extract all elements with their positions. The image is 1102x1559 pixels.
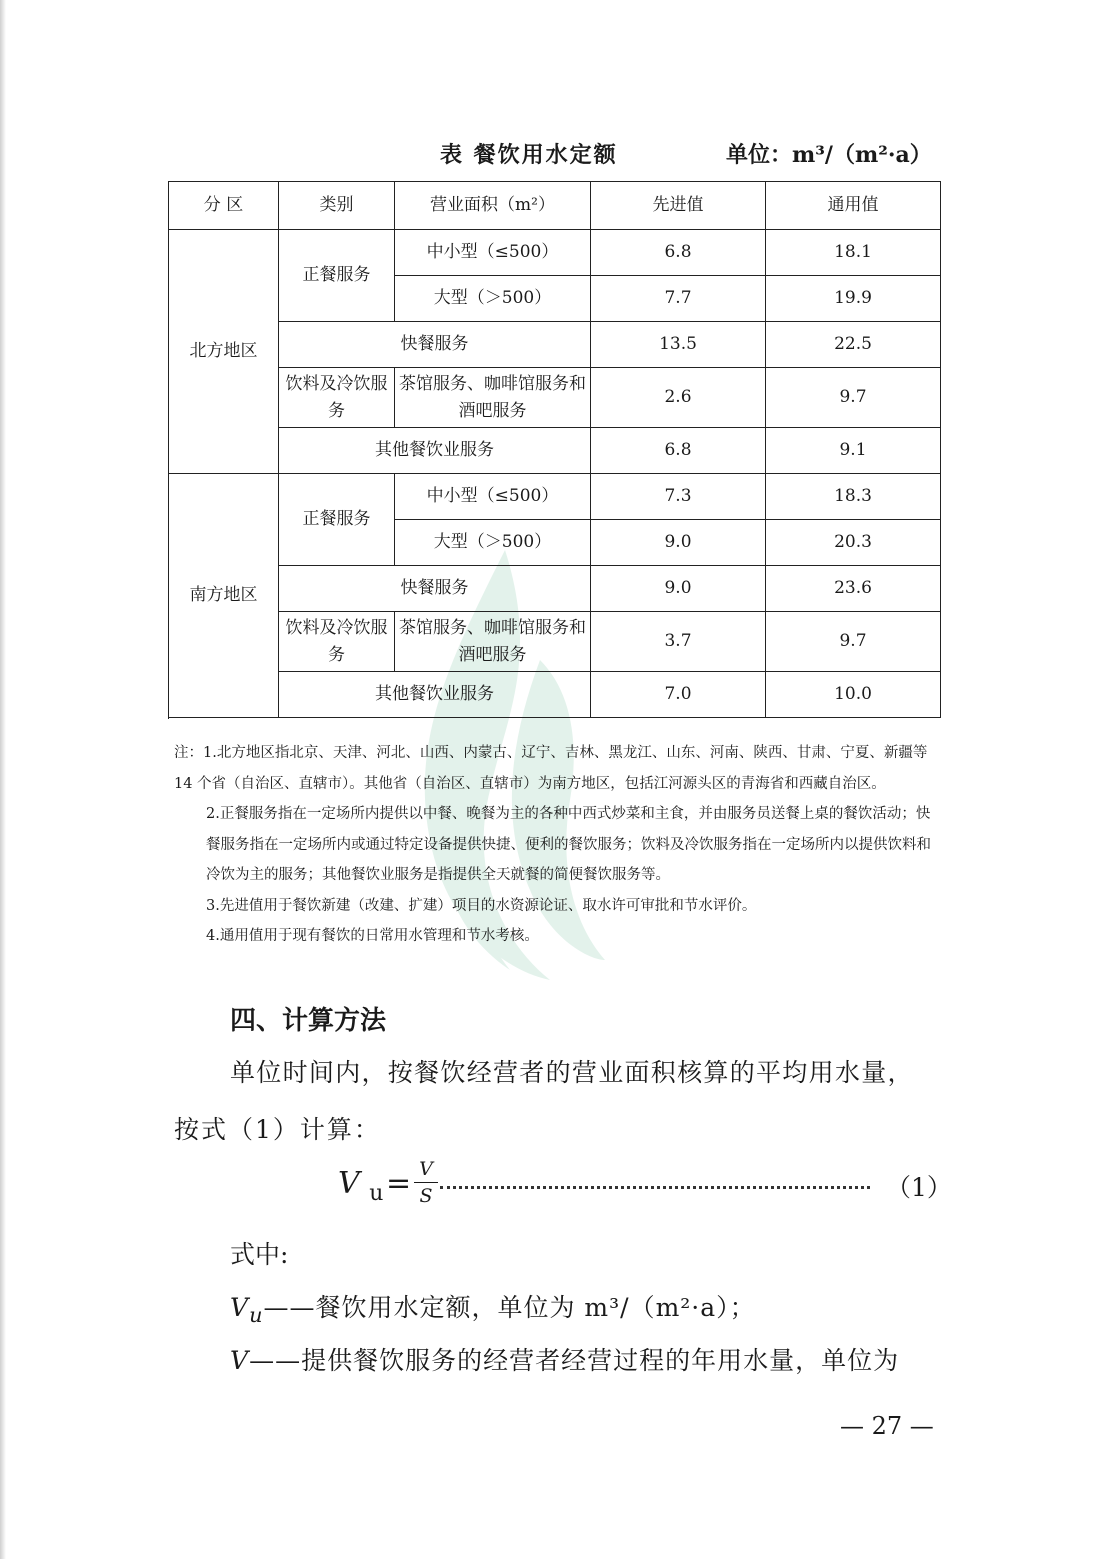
advanced-value: 9.0 (591, 520, 766, 566)
general-value: 18.1 (766, 230, 941, 276)
category-cell: 其他餐饮业服务 (279, 672, 591, 718)
note-3: 3.先进值用于餐饮新建（改建、扩建）项目的水资源论证、取水许可审批和节水评价。 (206, 897, 757, 914)
table-row (169, 474, 941, 520)
advanced-value: 3.7 (591, 612, 766, 672)
category-cell: 饮料及冷饮服务 (279, 612, 395, 672)
formula-number: （1） (886, 1173, 952, 1202)
general-value: 9.7 (766, 612, 941, 672)
scan-edge (0, 0, 6, 1559)
formula-1 (338, 1158, 952, 1218)
table-row (169, 230, 941, 276)
leader-dots (440, 1172, 870, 1189)
area-cell: 大型（＞500） (395, 276, 591, 322)
section-heading: 四、计算方法 (230, 1006, 387, 1036)
table-row (169, 368, 941, 428)
formula-denominator: S (419, 1185, 433, 1207)
header-area: 营业面积（m²） (395, 182, 591, 230)
general-value: 9.1 (766, 428, 941, 474)
category-cell: 饮料及冷饮服务 (279, 368, 395, 428)
general-value: 22.5 (766, 322, 941, 368)
header-general: 通用值 (766, 182, 941, 230)
fraction-bar (414, 1182, 438, 1183)
area-cell: 中小型（≤500） (395, 230, 591, 276)
page-number: — 27 — (840, 1412, 934, 1440)
advanced-value: 6.8 (591, 428, 766, 474)
header-category: 类别 (279, 182, 395, 230)
note-2: 2.正餐服务指在一定场所内提供以中餐、晚餐为主的各种中西式炒菜和主食，并由服务员送餐上桌的餐饮活动；快餐服务指在一定场所内或通过特定设备提供快捷、便利的餐饮服务；饮料及冷饮服务指在一定场所内以提供饮料和冷饮为主的服务；其他餐饮业服务是指提供全天就餐的简便餐饮服务等。 (206, 806, 931, 883)
note-1: 注：1.北方地区指北京、天津、河北、山西、内蒙古、辽宁、吉林、黑龙江、山东、河南、陕西、甘肃、宁夏、新疆等 14 个省（自治区、直辖市）。其他省（自治区、直辖市）为南方地区，包括江河源头区的青海省和西藏自治区。 (174, 745, 928, 792)
table-notes (174, 738, 944, 952)
table-unit: 单位：m³/（m²·a） (726, 142, 932, 168)
advanced-value: 9.0 (591, 566, 766, 612)
area-cell: 茶馆服务、咖啡馆服务和酒吧服务 (395, 612, 591, 672)
category-cell: 快餐服务 (279, 322, 591, 368)
body-paragraph-continued: 按式（1）计算： (174, 1115, 381, 1144)
table-row (169, 322, 941, 368)
formula-numerator: V (419, 1158, 433, 1180)
general-value: 10.0 (766, 672, 941, 718)
table-row (169, 566, 941, 612)
formula-fraction (414, 1158, 438, 1207)
category-cell: 正餐服务 (279, 474, 395, 566)
table-row (169, 612, 941, 672)
where-label: 式中: (230, 1240, 289, 1269)
advanced-value: 7.3 (591, 474, 766, 520)
table-row (169, 428, 941, 474)
body-paragraph: 单位时间内，按餐饮经营者的营业面积核算的平均用水量， (230, 1058, 914, 1087)
advanced-value: 6.8 (591, 230, 766, 276)
formula-lhs: V $_u$ (338, 1166, 384, 1206)
region-cell: 北方地区 (169, 230, 279, 474)
category-cell: 快餐服务 (279, 566, 591, 612)
general-value: 19.9 (766, 276, 941, 322)
definition-v: V——提供餐饮服务的经营者经营过程的年用水量，单位为 (230, 1346, 900, 1375)
header-advanced: 先进值 (591, 182, 766, 230)
general-value: 18.3 (766, 474, 941, 520)
region-cell: 南方地区 (169, 474, 279, 718)
note-4: 4.通用值用于现有餐饮的日常用水管理和节水考核。 (206, 928, 539, 944)
area-cell: 中小型（≤500） (395, 474, 591, 520)
advanced-value: 7.0 (591, 672, 766, 718)
advanced-value: 13.5 (591, 322, 766, 368)
table-header-row (169, 182, 941, 230)
category-cell: 其他餐饮业服务 (279, 428, 591, 474)
definition-vu: $V_u——$餐饮用水定额，单位为 m³/（m²·a）； (230, 1293, 756, 1327)
general-value: 20.3 (766, 520, 941, 566)
water-quota-table (168, 181, 941, 718)
advanced-value: 2.6 (591, 368, 766, 428)
advanced-value: 7.7 (591, 276, 766, 322)
area-cell: 茶馆服务、咖啡馆服务和酒吧服务 (395, 368, 591, 428)
category-cell: 正餐服务 (279, 230, 395, 322)
formula-equals: = (386, 1166, 412, 1201)
header-region: 分 区 (169, 182, 279, 230)
general-value: 23.6 (766, 566, 941, 612)
area-cell: 大型（＞500） (395, 520, 591, 566)
general-value: 9.7 (766, 368, 941, 428)
table-row (169, 672, 941, 718)
table-title: 表 餐饮用水定额 (440, 142, 618, 168)
